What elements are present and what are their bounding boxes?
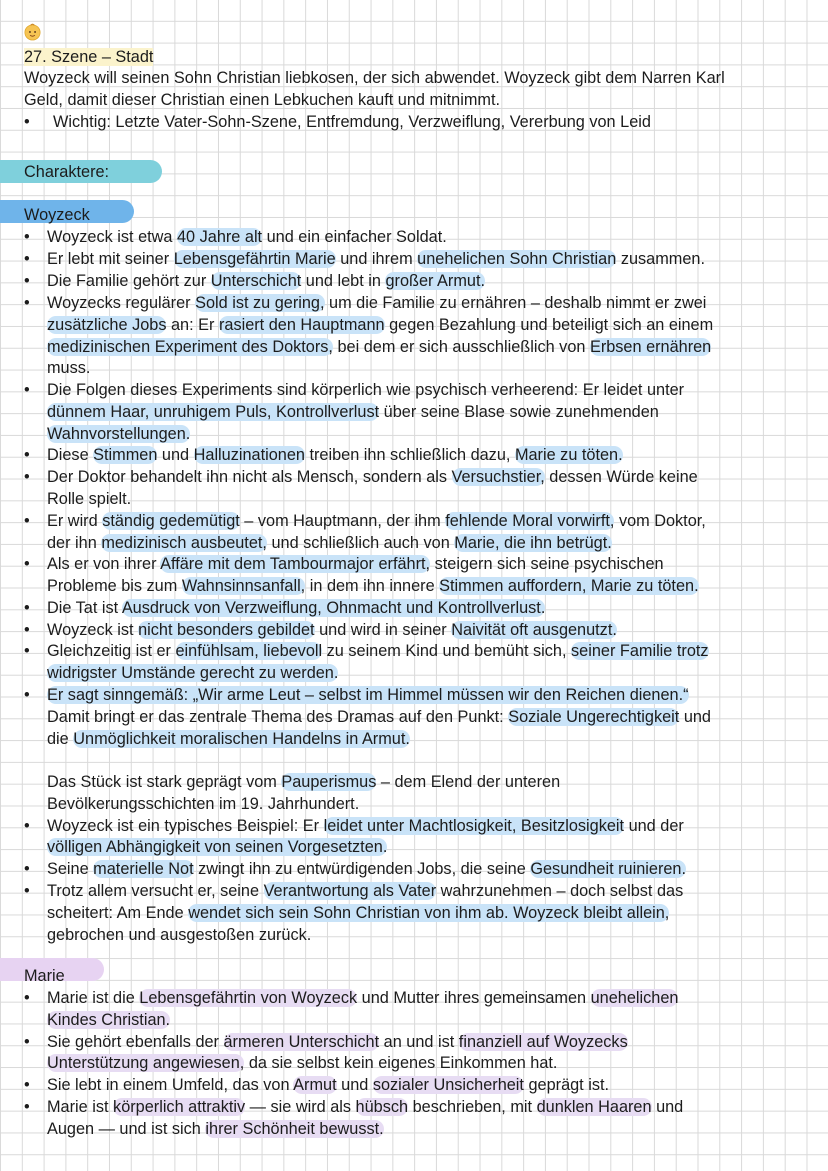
bullet xyxy=(24,510,30,532)
bullet xyxy=(24,987,30,1009)
scene-description-1: Woyzeck will seinen Sohn Christian liebkosen, der sich abwendet. Woyzeck gibt dem Narren Karl xyxy=(24,69,725,87)
highlight: großer Armut. xyxy=(385,272,485,290)
woyzeck-line xyxy=(47,248,705,270)
bullet xyxy=(24,619,30,641)
text-run: beschrieben, mit xyxy=(408,1098,537,1116)
highlight: Wahnsinnsanfall, xyxy=(181,577,306,595)
text-run: an: Er xyxy=(166,316,219,334)
woyzeck-line xyxy=(47,532,612,554)
text-run: und Mutter ihres gemeinsamen xyxy=(357,989,591,1007)
text-run: an und ist xyxy=(379,1033,459,1051)
text-run: der ihn xyxy=(47,534,102,552)
highlight: 40 Jahre alt xyxy=(177,228,263,246)
woyzeck-line xyxy=(47,640,709,662)
text-run: über seine Blase sowie zunehmenden xyxy=(379,403,659,421)
text-run: Augen — und ist sich xyxy=(47,1120,206,1138)
text-run: vom Doktor, xyxy=(614,512,706,530)
text-run: – vom Hauptmann, der ihm xyxy=(239,512,446,530)
text-run: Seine xyxy=(47,860,94,878)
scene-title xyxy=(24,46,153,68)
woyzeck-line xyxy=(47,444,623,466)
highlight: Stimmen xyxy=(93,446,158,464)
highlight: Unmöglichkeit moralischen Handelns in Armut. xyxy=(73,730,410,748)
highlight: Unterstützung angewiesen, xyxy=(47,1054,245,1072)
text-run: Er wird xyxy=(47,512,103,530)
highlight: sozialer Unsicherheit xyxy=(372,1076,524,1094)
marie-line xyxy=(47,1118,384,1140)
highlight: Unterschicht xyxy=(210,272,302,290)
text-run: und xyxy=(336,1076,373,1094)
text-run: und schließlich auch von xyxy=(266,534,455,552)
bullet xyxy=(24,466,30,488)
woyzeck-line: muss. xyxy=(47,359,91,377)
text-run: scheitert: Am Ende xyxy=(47,904,189,922)
highlight: Er sagt sinngemäß: „Wir arme Leut – selbst im Himmel müssen wir den Reichen dienen.“ xyxy=(47,686,689,704)
highlight: Verantwortung als Vater xyxy=(263,882,437,900)
woyzeck-line xyxy=(47,684,689,706)
highlight: Wahnvorstellungen. xyxy=(47,425,191,443)
highlight: Sold ist zu gering, xyxy=(195,294,325,312)
woyzeck-line xyxy=(47,771,560,793)
highlight: medizinisch ausbeutet, xyxy=(101,534,267,552)
highlight: seiner Familie trotz xyxy=(571,642,709,660)
marie-line xyxy=(47,987,678,1009)
highlight: materielle Not xyxy=(93,860,194,878)
text-run: Sie lebt in einem Umfeld, das von xyxy=(47,1076,294,1094)
woyzeck-line xyxy=(47,706,711,728)
woyzeck-line xyxy=(47,902,669,924)
text-run: um die Familie zu ernähren – deshalb nimmt er zwei xyxy=(324,294,707,312)
marie-line xyxy=(47,1009,170,1031)
text-run: zusammen. xyxy=(616,250,705,268)
woyzeck-line: gebrochen und ausgestoßen zurück. xyxy=(47,926,312,944)
highlight: leidet unter Machtlosigkeit, Besitzlosigkeit xyxy=(323,817,625,835)
text-run: treiben ihn schließlich dazu, xyxy=(304,446,515,464)
woyzeck-line xyxy=(47,880,683,902)
text-run: Gleichzeitig ist er xyxy=(47,642,176,660)
text-run: Der Doktor behandelt ihn nicht als Mensch, sondern als xyxy=(47,468,452,486)
highlight: Kindes Christian. xyxy=(47,1011,171,1029)
woyzeck-line xyxy=(47,226,447,248)
text-run: Marie ist xyxy=(47,1098,114,1116)
highlight: Naivität oft ausgenutzt. xyxy=(451,621,617,639)
text-run: Damit bringt er das zentrale Thema des Dramas auf den Punkt: xyxy=(47,708,509,726)
woyzeck-line xyxy=(47,270,485,292)
text-run: gegen Bezahlung und beteiligt sich an einem xyxy=(384,316,714,334)
bullet xyxy=(24,815,30,837)
baby-face-icon xyxy=(23,22,42,41)
bullet xyxy=(24,597,30,619)
scene-important: Wichtig: Letzte Vater-Sohn-Szene, Entfremdung, Verzweiflung, Vererbung von Leid xyxy=(53,113,651,131)
woyzeck-line xyxy=(47,510,706,532)
text-run: und ein einfacher Soldat. xyxy=(262,228,447,246)
highlight: Stimmen auffordern, Marie zu töten. xyxy=(439,577,699,595)
marie-line xyxy=(47,1031,628,1053)
text-run: wahrzunehmen – doch selbst das xyxy=(436,882,684,900)
highlight: Ausdruck von Verzweiflung, Ohnmacht und Kontrollverlust. xyxy=(121,599,546,617)
text-run: Woyzecks regulärer xyxy=(47,294,196,312)
marie-heading: Marie xyxy=(24,967,65,985)
text-run: zu seinem Kind und bemüht sich, xyxy=(322,642,572,660)
characters-heading: Charaktere: xyxy=(24,163,110,181)
highlight: Erbsen ernähren xyxy=(589,338,712,356)
text-run: und ihrem xyxy=(335,250,418,268)
bullet xyxy=(24,858,30,880)
woyzeck-line xyxy=(47,466,698,488)
highlight: völligen Abhängigkeit von seinen Vorgesetzten. xyxy=(47,838,388,856)
woyzeck-heading: Woyzeck xyxy=(24,206,90,224)
bullet xyxy=(24,270,30,292)
text-run: die xyxy=(47,730,74,748)
highlight: körperlich attraktiv xyxy=(113,1098,246,1116)
highlight: hübsch xyxy=(355,1098,409,1116)
highlight: Lebensgefährtin Marie xyxy=(173,250,336,268)
woyzeck-line xyxy=(47,292,706,314)
text-run: und der xyxy=(624,817,684,835)
text-run: bei dem er sich ausschließlich von xyxy=(332,338,590,356)
text-run: steigern sich seine psychischen xyxy=(430,555,664,573)
text-run: Als er von ihrer xyxy=(47,555,161,573)
woyzeck-line: Rolle spielt. xyxy=(47,490,132,508)
text-run: – dem Elend der unteren xyxy=(376,773,561,791)
woyzeck-line xyxy=(47,619,617,641)
bullet xyxy=(24,248,30,270)
text-run: Sie gehört ebenfalls der xyxy=(47,1033,224,1051)
highlight: zusätzliche Jobs xyxy=(47,316,167,334)
woyzeck-line xyxy=(47,597,545,619)
bullet xyxy=(24,1096,30,1118)
bullet xyxy=(24,684,30,706)
text-run: geprägt ist. xyxy=(523,1076,610,1094)
text-run: Woyzeck ist xyxy=(47,621,139,639)
woyzeck-line xyxy=(47,575,699,597)
highlight: einfühlsam, liebevoll xyxy=(175,642,323,660)
text-run: Marie ist die xyxy=(47,989,140,1007)
highlight: Gesundheit ruinieren. xyxy=(530,860,687,878)
woyzeck-line: Bevölkerungsschichten im 19. Jahrhundert. xyxy=(47,795,360,813)
woyzeck-line xyxy=(47,553,664,575)
text-run: Er lebt mit seiner xyxy=(47,250,174,268)
text-run: und lebt in xyxy=(301,272,386,290)
text-run: da sie selbst kein eigenes Einkommen hat. xyxy=(244,1054,558,1072)
woyzeck-line xyxy=(47,401,659,423)
text-run: in dem ihn innere xyxy=(305,577,440,595)
highlight: Armut xyxy=(293,1076,337,1094)
highlight: widrigster Umstände gerecht zu werden. xyxy=(47,664,339,682)
text-run: und wird in seiner xyxy=(314,621,452,639)
text-run: Die Tat ist xyxy=(47,599,122,617)
bullet xyxy=(24,1074,30,1096)
marie-line xyxy=(47,1074,609,1096)
text-run: Woyzeck ist ein typisches Beispiel: Er xyxy=(47,817,324,835)
highlight: dunklen Haaren xyxy=(536,1098,652,1116)
highlight: fehlende Moral vorwirft, xyxy=(445,512,615,530)
scene-title-text: 27. Szene – Stadt xyxy=(24,48,154,66)
woyzeck-line xyxy=(47,815,684,837)
highlight: Halluzinationen xyxy=(193,446,305,464)
bullet xyxy=(24,292,30,314)
text-run: und xyxy=(157,446,194,464)
text-run: und xyxy=(651,1098,684,1116)
woyzeck-line xyxy=(47,836,387,858)
text-run: Woyzeck ist etwa xyxy=(47,228,177,246)
text-run: Trotz allem versucht er, seine xyxy=(47,882,264,900)
highlight: finanziell auf Woyzecks xyxy=(458,1033,628,1051)
highlight: rasiert den Hauptmann xyxy=(218,316,385,334)
bullet xyxy=(24,444,30,466)
marie-line xyxy=(47,1052,557,1074)
woyzeck-line xyxy=(47,423,190,445)
highlight: nicht besonders gebildet xyxy=(138,621,315,639)
bullet xyxy=(24,379,30,401)
highlight: Marie zu töten. xyxy=(514,446,623,464)
bullet xyxy=(24,1031,30,1053)
text-run: — sie wird als xyxy=(245,1098,356,1116)
text-run: und xyxy=(679,708,711,726)
bullet xyxy=(24,111,30,133)
bullet xyxy=(24,553,30,575)
highlight: Lebensgefährtin von Woyzeck xyxy=(139,989,358,1007)
highlight: Marie, die ihn betrügt. xyxy=(454,534,612,552)
woyzeck-line xyxy=(47,728,410,750)
highlight: Versuchstier, xyxy=(451,468,545,486)
text-run: Das Stück ist stark geprägt vom xyxy=(47,773,282,791)
highlight: dünnem Haar, unruhigem Puls, Kontrollverlust xyxy=(47,403,380,421)
highlight: ärmeren Unterschicht xyxy=(223,1033,380,1051)
highlight: unehelichen xyxy=(590,989,679,1007)
woyzeck-line xyxy=(47,858,686,880)
marie-line xyxy=(47,1096,683,1118)
highlight: unehelichen Sohn Christian xyxy=(417,250,617,268)
woyzeck-line xyxy=(47,662,338,684)
highlight: ständig gedemütigt xyxy=(102,512,240,530)
bullet xyxy=(24,880,30,902)
text-run: Diese xyxy=(47,446,94,464)
highlight: Affäre mit dem Tambourmajor erfährt, xyxy=(160,555,431,573)
highlight: ihrer Schönheit bewusst. xyxy=(205,1120,384,1138)
text-run: zwingt ihn zu entwürdigenden Jobs, die seine xyxy=(193,860,531,878)
woyzeck-line xyxy=(47,314,713,336)
bullet xyxy=(24,640,30,662)
highlight: Soziale Ungerechtigkeit xyxy=(508,708,680,726)
text-run: Die Familie gehört zur xyxy=(47,272,211,290)
highlight: medizinischen Experiment des Doktors, xyxy=(47,338,333,356)
highlight: Pauperismus xyxy=(281,773,377,791)
woyzeck-line xyxy=(47,336,711,358)
scene-description-2: Geld, damit dieser Christian einen Lebkuchen kauft und mitnimmt. xyxy=(24,91,501,109)
bullet xyxy=(24,226,30,248)
highlight: wendet sich sein Sohn Christian von ihm ab. Woyzeck bleibt allein, xyxy=(188,904,670,922)
text-run: dessen Würde keine xyxy=(544,468,698,486)
text-run: Probleme bis zum xyxy=(47,577,182,595)
woyzeck-line: Die Folgen dieses Experiments sind körperlich wie psychisch verheerend: Er leidet unter xyxy=(47,381,685,399)
